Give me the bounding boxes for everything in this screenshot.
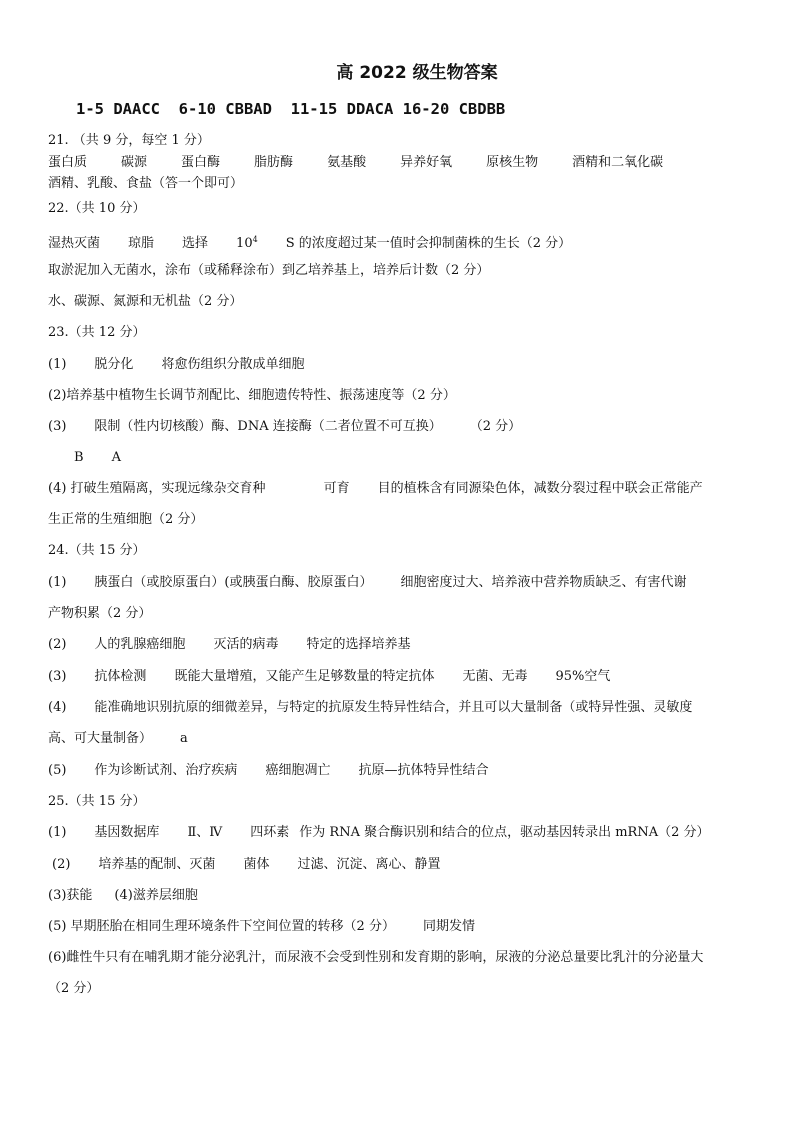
q21-row1 <box>48 155 663 171</box>
q24-row7 <box>48 763 488 779</box>
q24-row5 <box>48 700 692 716</box>
q24-answer: 人的乳腺癌细胞 <box>94 637 186 652</box>
q24-answer: a <box>180 731 188 746</box>
q23-answer: 限制（性内切核酸）酶、DNA 连接酶（二者位置不可互换） <box>94 419 442 434</box>
q23-row3 <box>48 419 521 435</box>
q25-answer: (5) 早期胚胎在相同生理环境条件下空间位置的转移（2 分） <box>48 919 395 934</box>
q21-answer: 脂肪酶 <box>254 155 294 170</box>
q25-answer: Ⅱ、Ⅳ <box>187 825 223 840</box>
q24-part-number: (2) <box>48 637 67 652</box>
q25-answer: 培养基的配制、灭菌 <box>98 857 216 872</box>
q22-row1 <box>48 232 571 252</box>
q23-answer: A <box>111 450 121 465</box>
q24-row2: 产物积累（2 分） <box>48 606 152 621</box>
q21-answer: 蛋白酶 <box>181 155 221 170</box>
page-title: 高 2022 级生物答案 <box>336 63 498 83</box>
q25-answer: 过滤、沉淀、离心、静置 <box>297 857 441 872</box>
q23-answer: 将愈伤组织分散成单细胞 <box>161 357 305 372</box>
q24-part-number: (5) <box>48 763 67 778</box>
q24-answer: 作为诊断试剂、治疗疾病 <box>94 763 238 778</box>
q23-part-number: (1) <box>48 357 67 372</box>
q25-row3 <box>48 888 198 904</box>
q25-answer: 基因数据库 <box>94 825 160 840</box>
q25-answer: 同期发情 <box>422 919 475 934</box>
q24-part-number: (1) <box>48 575 67 590</box>
q24-part-number: (3) <box>48 669 67 684</box>
q21-row2: 酒精、乳酸、食盐（答一个即可） <box>48 176 244 191</box>
q24-header: 24.（共 15 分） <box>48 543 146 558</box>
q22-answer: S 的浓度超过某一值时会抑制菌株的生长（2 分） <box>285 236 572 251</box>
q25-row1 <box>48 825 710 841</box>
q24-answer: 95%空气 <box>555 669 611 684</box>
q25-row2 <box>52 857 440 873</box>
q21-answer: 原核生物 <box>486 155 539 170</box>
q24-answer: 灭活的病毒 <box>213 637 279 652</box>
q23-answer: 目的植株含有同源染色体，减数分裂过程中联会正常能产 <box>377 481 703 496</box>
q25-row5: (6)雌性牛只有在哺乳期才能分泌乳汁，而尿液不会受到性别和发育期的影响，尿液的分泌总量要比乳汁的分泌量大 <box>48 950 704 965</box>
q21-header: 21. （共 9 分，每空 1 分） <box>48 133 210 148</box>
q23-row6: 生正常的生殖细胞（2 分） <box>48 512 204 527</box>
choice-answers: 1-5 DAACC 6-10 CBBAD 11-15 DDACA 16-20 CBDBB <box>76 100 506 118</box>
q22-answer-power: $10^4$ <box>236 235 258 251</box>
q25-answer: 菌体 <box>243 857 270 872</box>
q25-part-number: (2) <box>52 857 71 872</box>
q25-header: 25.（共 15 分） <box>48 794 146 809</box>
q23-row4 <box>74 450 121 466</box>
q23-answer: B <box>74 450 84 465</box>
q24-row4 <box>48 669 610 685</box>
q21-answer: 氨基酸 <box>327 155 367 170</box>
q22-row3: 水、碳源、氮源和无机盐（2 分） <box>48 294 243 309</box>
q22-answer: 湿热灭菌 <box>48 236 101 251</box>
q21-answer: 异养好氧 <box>400 155 453 170</box>
q23-row5 <box>48 481 703 497</box>
q24-answer: 无菌、无毒 <box>462 669 528 684</box>
q23-row2: (2)培养基中植物生长调节剂配比、细胞遗传特性、振荡速度等（2 分） <box>48 388 456 403</box>
q24-row3 <box>48 637 410 653</box>
q25-row4 <box>48 919 475 935</box>
q22-answer: 琼脂 <box>128 236 155 251</box>
q24-answer: 能准确地识别抗原的细微差异，与特定的抗原发生特异性结合，并且可以大量制备（或特异性强、灵敏度 <box>94 700 693 715</box>
q24-row6 <box>48 731 188 747</box>
q24-part-number: (4) <box>48 700 67 715</box>
q23-answer: (4) 打破生殖隔离，实现远缘杂交育种 <box>48 481 266 496</box>
q22-answer: 选择 <box>182 236 209 251</box>
q24-answer: 抗体检测 <box>94 669 147 684</box>
q23-part-number: (3) <box>48 419 67 434</box>
q23-row1 <box>48 357 304 373</box>
q24-answer: 抗原—抗体特异性结合 <box>358 763 489 778</box>
q24-row1 <box>48 575 687 591</box>
q23-score: （2 分） <box>469 419 522 434</box>
q25-answer: 作为 RNA 聚合酶识别和结合的位点，驱动基因转录出 mRNA（2 分） <box>299 825 710 840</box>
q24-answer: 细胞密度过大、培养液中营养物质缺乏、有害代谢 <box>400 575 687 590</box>
q23-header: 23.（共 12 分） <box>48 325 146 340</box>
q24-answer: 高、可大量制备） <box>48 731 153 746</box>
q22-row2: 取淤泥加入无菌水，涂布（或稀释涂布）到乙培养基上，培养后计数（2 分） <box>48 263 490 278</box>
q21-answer: 酒精和二氧化碳 <box>572 155 664 170</box>
q25-part-number: (1) <box>48 825 67 840</box>
q24-answer: 既能大量增殖，又能产生足够数量的特定抗体 <box>174 669 435 684</box>
q24-answer: 癌细胞凋亡 <box>265 763 331 778</box>
q21-answer: 碳源 <box>121 155 148 170</box>
q24-answer: 特定的选择培养基 <box>306 637 411 652</box>
q24-answer: 胰蛋白（或胶原蛋白）(或胰蛋白酶、胶原蛋白） <box>94 575 373 590</box>
q25-answer: 四环素 <box>250 825 290 840</box>
q22-header: 22.（共 10 分） <box>48 201 146 216</box>
q21-answer: 蛋白质 <box>48 155 88 170</box>
q23-answer: 可育 <box>323 481 350 496</box>
q25-answer: (3)获能 <box>48 888 93 903</box>
q25-row6: （2 分） <box>48 981 100 996</box>
q23-answer: 脱分化 <box>94 357 134 372</box>
q25-answer: (4)滋养层细胞 <box>114 888 198 903</box>
